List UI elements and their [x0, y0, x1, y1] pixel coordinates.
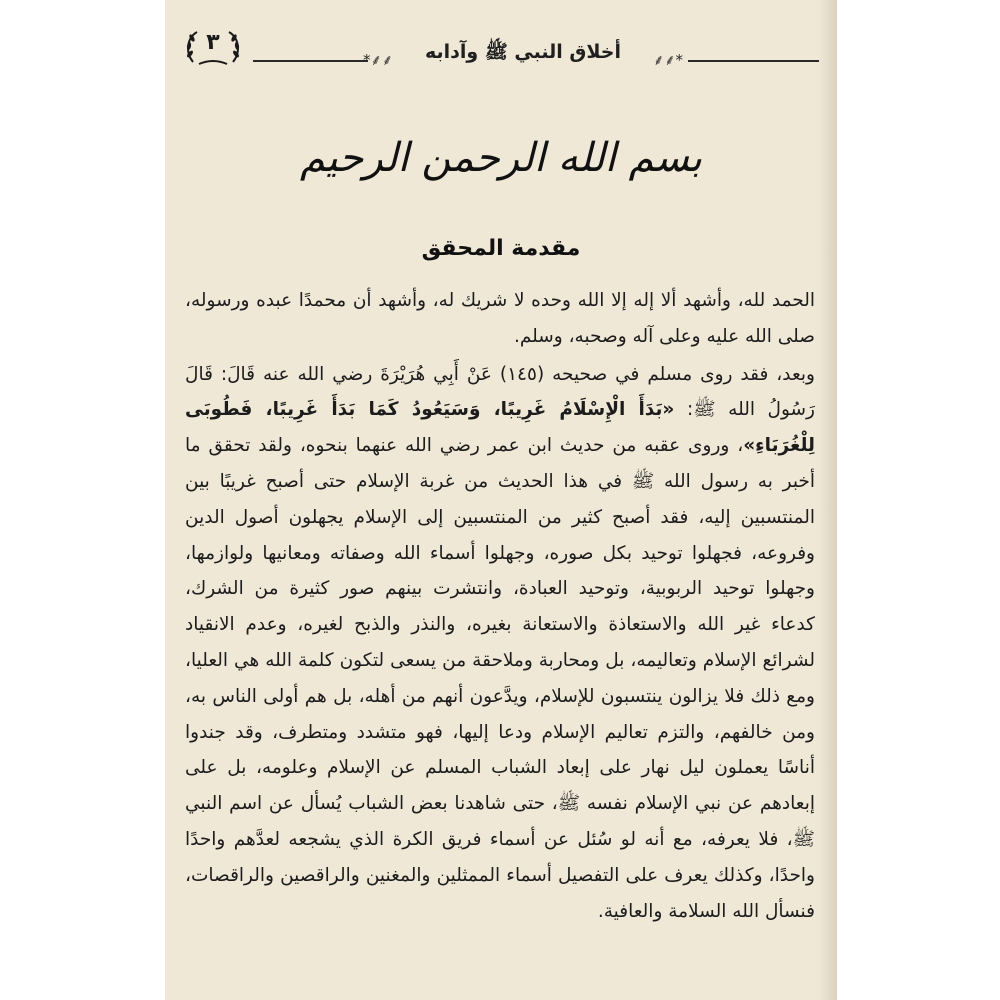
header-rule-right — [688, 60, 819, 62]
running-title: أخلاق النبي ﷺ وآدابه — [424, 41, 622, 63]
page-number: ٣ — [206, 30, 220, 55]
header-rule-left — [253, 60, 368, 62]
paragraph-intro: الحمد لله، وأشهد ألا إله إلا الله وحده لا شريك له، وأشهد أن محمدًا عبده ورسوله، صلى الله عليه وعلى آله وصحبه، وسلم. — [185, 290, 815, 347]
section-title: مقدمة المحقق — [421, 236, 581, 261]
page-header — [183, 28, 819, 68]
header-ornament-right: ⸙⸙* — [653, 51, 684, 69]
paragraph-main — [185, 357, 815, 930]
basmala-calligraphy: بسم الله الرحمن الرحيم — [299, 135, 703, 181]
hadith-quote: «بَدَأَ الْإِسْلَامُ غَرِيبًا، وَسَيَعُودُ كَمَا بَدَأَ غَرِيبًا، فَطُوبَى لِلْغُرَبَاءِ» — [185, 399, 815, 457]
page-number-badge — [183, 28, 243, 68]
book-page — [165, 0, 837, 1000]
paragraph-main-rest: ، وروى عقبه من حديث ابن عمر رضي الله عنهما بنحوه، ولقد تحقق ما أخبر به رسول الله ﷺ في هذا الحديث من غربة الإسلام حتى أصبح غريبًا بين المنتسبين إليه، فقد أصبح كثير من المنتسبين إلى الإسلام يجهلون أصول الدين وفروعه، فجهلوا توحيد بكل صوره، وجهلوا أسماء الله وصفاته ومعانيها ولوازمها، وجهلوا توحيد الربوبية، وتوحيد العبادة، وانتشرت بينهم صور كثيرة من الشرك، كدعاء غير الله والاستعاذة والاستعانة بغيره، والنذر والذبح لغيره، وعدم الانقياد لشرائع الإسلام وتعاليمه، بل ومحاربة وملاحقة من يسعى لتكون كلمة الله هي العليا، ومع ذلك فلا يزالون ينتسبون للإسلام، ويدَّعون أنهم من أهله، بل هم أولى الناس به، ومن خالفهم، والتزم تعاليم الإسلام ودعا إليها، فهو متشدد ومتطرف، وقد جندوا أناسًا يعملون ليل نهار على إبعاد الشباب المسلم عن الإسلام وعلومه، بل على إبعادهم عن نبي الإسلام نفسه ﷺ، حتى شاهدنا بعض الشباب يُسأل عن اسم النبي ﷺ، فلا يعرفه، مع أنه لو سُئل عن أسماء فريق الكرة الذي يشجعه لعدَّهم واحدًا واحدًا، وكذلك يعرف على التفصيل أسماء الممثلين والمغنين والراقصين والراقصات، فنسأل الله السلامة والعافية. — [185, 435, 815, 922]
paragraph-main-intro: وبعد، فقد روى مسلم في صحيحه (١٤٥) عَنْ أَبِي هُرَيْرَةَ رضي الله عنه قَالَ: قَالَ رَسُولُ الله ﷺ: — [185, 363, 815, 421]
body-text — [185, 283, 815, 929]
header-ornament-left: *⸙⸙ — [363, 51, 394, 69]
